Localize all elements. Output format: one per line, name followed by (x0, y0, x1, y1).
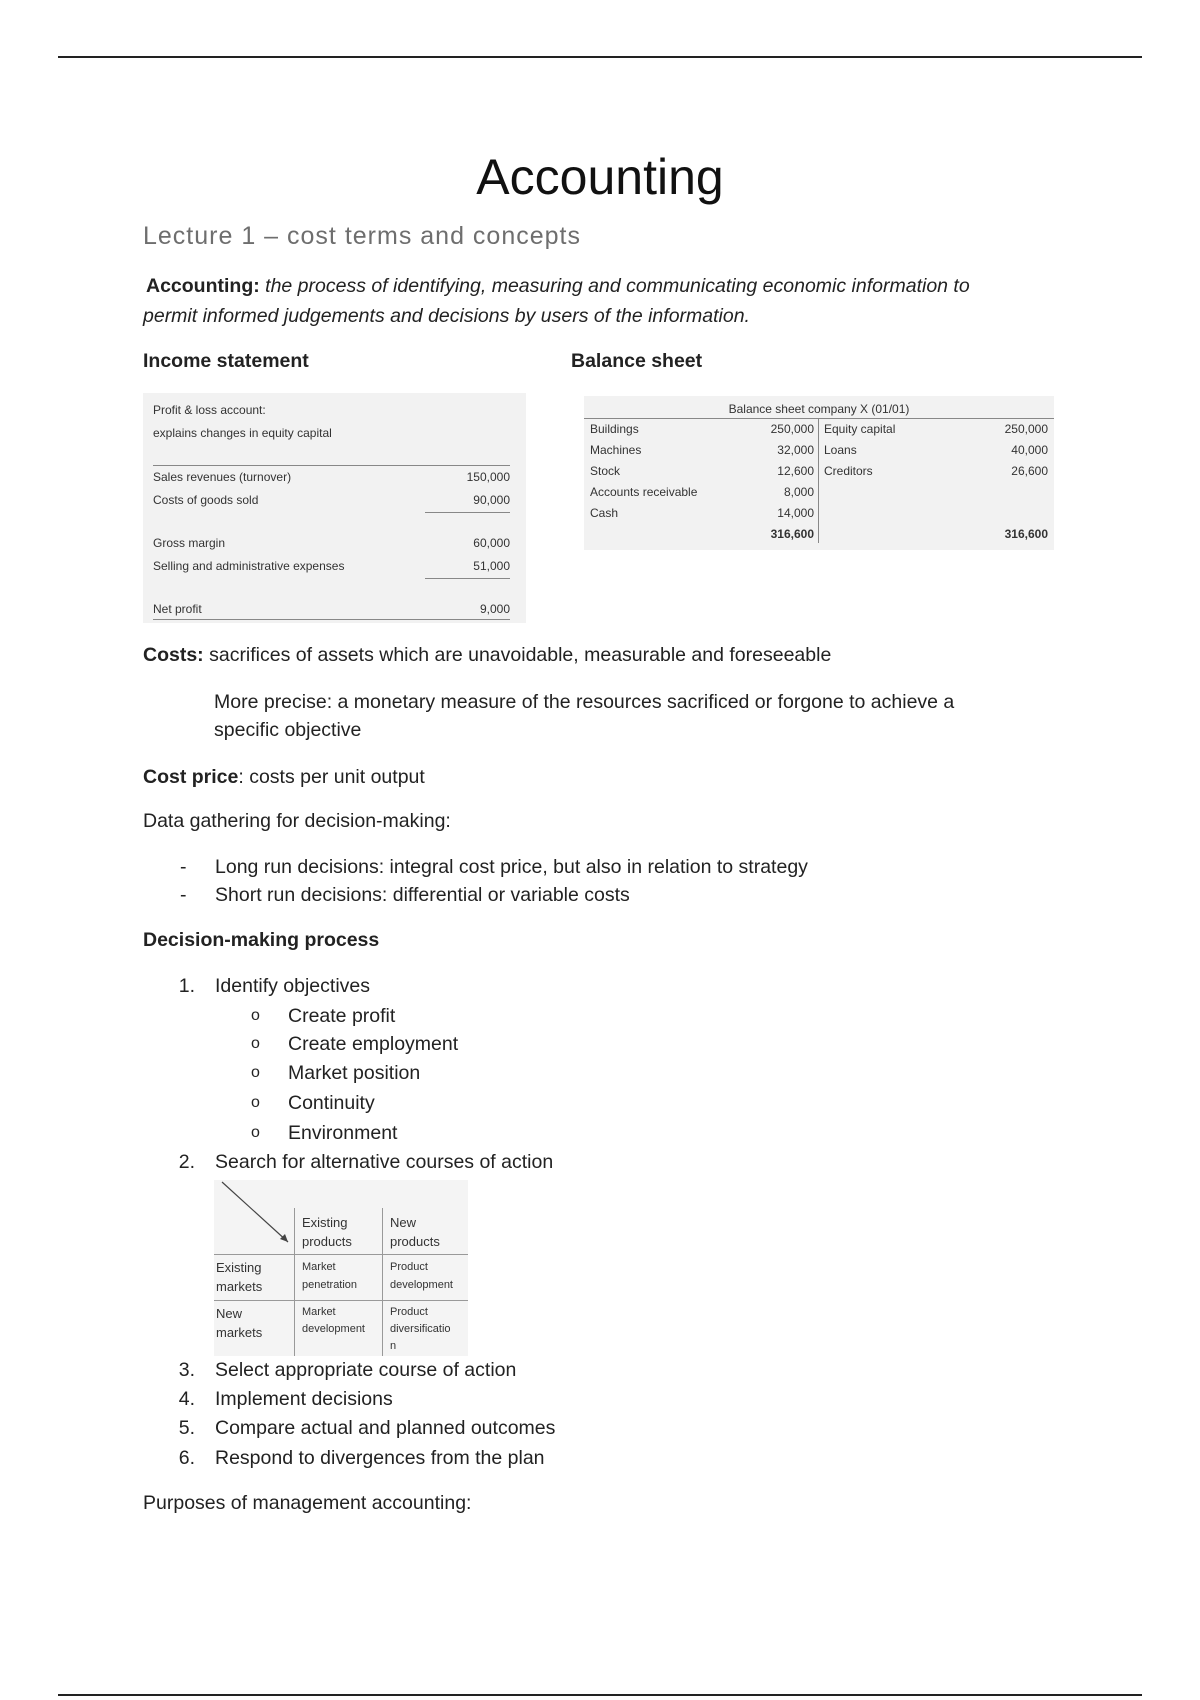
matrix-vline-1 (294, 1208, 295, 1356)
bs-asset-label: Cash (590, 506, 619, 520)
decision-process-heading: Decision-making process (143, 929, 380, 951)
diagonal-arrow-icon (214, 1180, 294, 1250)
circle-bullet-icon: o (251, 1094, 260, 1111)
matrix-hline-2 (214, 1300, 468, 1301)
bs-asset-label: Accounts receivable (590, 485, 698, 499)
objective-item: Continuity (288, 1092, 375, 1114)
step-number: 2. (178, 1151, 195, 1173)
bs-liability-value: 40,000 (1011, 443, 1048, 457)
bs-total-liabilities: 316,600 (1004, 527, 1048, 541)
costs-precise-2: specific objective (214, 719, 362, 741)
matrix-text: Market (302, 1306, 336, 1318)
bs-asset-label: Machines (590, 443, 642, 457)
step-item: Identify objectives (215, 975, 371, 997)
matrix-text: Product (390, 1306, 428, 1318)
matrix-cell (302, 1304, 365, 1338)
accounting-definition (146, 271, 1146, 301)
matrix-vline-2 (382, 1208, 383, 1356)
matrix-cell (390, 1304, 451, 1355)
step-item: Select appropriate course of action (215, 1359, 517, 1381)
costs-term: Costs: (143, 644, 204, 666)
bs-total-assets: 316,600 (770, 527, 814, 541)
circle-bullet-icon: o (251, 1064, 260, 1081)
matrix-text: development (302, 1323, 365, 1335)
dash-bullet: - (180, 884, 187, 906)
ansoff-matrix (214, 1180, 468, 1356)
matrix-text: New (390, 1215, 417, 1230)
costs-precise-1: More precise: a monetary measure of the resources sacrificed or forgone to achieve a (214, 691, 955, 713)
pl-subtotal-line (425, 512, 510, 513)
bs-liability-value: 26,600 (1011, 464, 1048, 478)
bs-liability-label: Creditors (824, 464, 873, 478)
matrix-row-header (216, 1258, 262, 1296)
bs-title-line (584, 418, 1054, 419)
matrix-col-header (390, 1213, 440, 1251)
matrix-text: markets (216, 1325, 263, 1340)
pl-row-label: Net profit (153, 602, 202, 616)
balance-sheet-heading: Balance sheet (571, 350, 703, 372)
pl-row-label: Gross margin (153, 536, 226, 550)
pl-divider (153, 465, 510, 466)
cost-price-term: Cost price (143, 766, 239, 788)
objective-item: Market position (288, 1062, 421, 1084)
matrix-text: penetration (302, 1279, 358, 1291)
bs-asset-value: 32,000 (777, 443, 814, 457)
matrix-text: markets (216, 1279, 263, 1294)
bs-liability-value: 250,000 (1004, 422, 1048, 436)
definition-text-1: the process of identifying, measuring and communicating economic information to (265, 275, 970, 297)
matrix-cell (302, 1258, 357, 1294)
bottom-rule (58, 1694, 1142, 1696)
matrix-text: Existing (216, 1260, 262, 1275)
matrix-row-header (216, 1304, 262, 1342)
bs-asset-value: 250,000 (770, 422, 814, 436)
matrix-cell (390, 1258, 453, 1294)
pl-subtitle: explains changes in equity capital (153, 426, 332, 440)
step-item: Respond to divergences from the plan (215, 1447, 545, 1469)
bs-asset-value: 8,000 (783, 485, 814, 499)
pl-row-value: 90,000 (473, 493, 510, 507)
bs-asset-value: 14,000 (777, 506, 814, 520)
pl-row-value: 60,000 (473, 536, 510, 550)
matrix-hline-1 (214, 1254, 468, 1255)
costs-text: sacrifices of assets which are unavoidable, measurable and foreseeable (209, 644, 832, 666)
top-rule (58, 56, 1142, 58)
step-number: 3. (178, 1359, 195, 1381)
bs-asset-label: Buildings (590, 422, 639, 436)
matrix-text: Market (302, 1261, 336, 1273)
definition-text-2: permit informed judgements and decisions by users of the information. (143, 305, 750, 327)
pl-row-value: 9,000 (479, 602, 510, 616)
matrix-text: Existing (302, 1215, 348, 1230)
matrix-text: Product (390, 1261, 428, 1273)
objective-item: Environment (288, 1122, 398, 1144)
costs-definition (143, 640, 831, 670)
objective-item: Create profit (288, 1005, 396, 1027)
step-item: Search for alternative courses of action (215, 1151, 554, 1173)
income-statement-heading: Income statement (143, 350, 309, 372)
step-number: 5. (178, 1417, 195, 1439)
data-gathering-item: Short run decisions: differential or variable costs (215, 884, 630, 906)
income-statement-table (143, 393, 526, 623)
matrix-text: development (390, 1279, 453, 1291)
pl-row-value: 150,000 (466, 470, 510, 484)
pl-net-line (153, 619, 510, 620)
cost-price-definition (143, 762, 425, 792)
objective-item: Create employment (288, 1033, 459, 1055)
step-item: Compare actual and planned outcomes (215, 1417, 556, 1439)
step-number: 6. (178, 1447, 195, 1469)
matrix-text: products (390, 1234, 440, 1249)
bs-asset-label: Stock (590, 464, 621, 478)
circle-bullet-icon: o (251, 1035, 260, 1052)
balance-sheet-table (584, 396, 1054, 550)
purposes-heading: Purposes of management accounting: (143, 1492, 472, 1514)
pl-row-value: 51,000 (473, 559, 510, 573)
pl-row-label: Selling and administrative expenses (153, 559, 345, 573)
bs-title: Balance sheet company X (01/01) (728, 402, 910, 416)
data-gathering-item: Long run decisions: integral cost price, but also in relation to strategy (215, 856, 808, 878)
bs-center-line (818, 418, 819, 543)
cost-price-text: : costs per unit output (238, 766, 425, 788)
pl-row-label: Sales revenues (turnover) (153, 470, 292, 484)
pl-total-line (425, 578, 510, 579)
matrix-text: diversificatio (390, 1323, 451, 1335)
dash-bullet: - (180, 856, 187, 878)
data-gathering-intro: Data gathering for decision-making: (143, 810, 451, 832)
circle-bullet-icon: o (251, 1007, 260, 1024)
step-item: Implement decisions (215, 1388, 393, 1410)
matrix-text: n (390, 1340, 397, 1352)
page-subtitle: Lecture 1 – cost terms and concepts (143, 222, 581, 250)
step-number: 4. (178, 1388, 195, 1410)
definition-term: Accounting: (146, 275, 260, 297)
bs-liability-label: Equity capital (824, 422, 896, 436)
circle-bullet-icon: o (251, 1124, 260, 1141)
matrix-text: products (302, 1234, 352, 1249)
matrix-text: New (216, 1306, 243, 1321)
bs-asset-value: 12,600 (777, 464, 814, 478)
bs-liability-label: Loans (824, 443, 857, 457)
step-number: 1. (178, 975, 195, 997)
page-title: Accounting (476, 149, 724, 205)
matrix-col-header (302, 1213, 352, 1251)
pl-row-label: Costs of goods sold (153, 493, 259, 507)
pl-title: Profit & loss account: (153, 403, 266, 417)
